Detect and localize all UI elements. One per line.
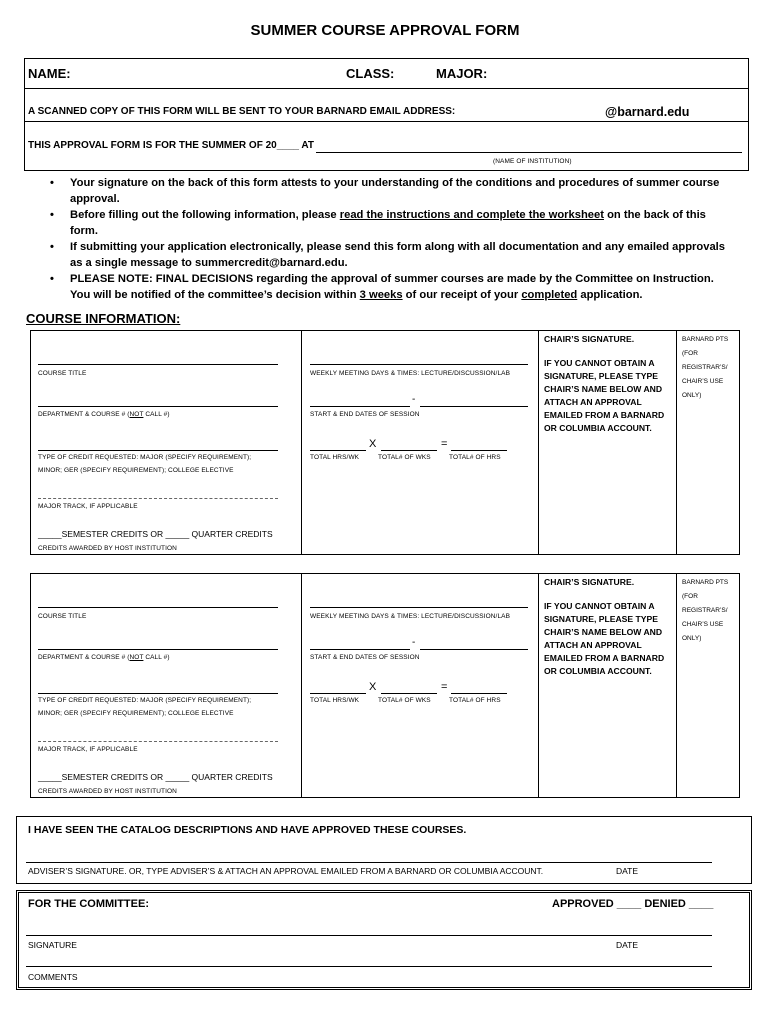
- credits-awarded-label: CREDITS AWARDED BY HOST INSTITUTION: [38, 545, 177, 552]
- major-track-label: MAJOR TRACK, IF APPLICABLE: [38, 503, 138, 510]
- credits-line[interactable]: _____SEMESTER CREDITS OR _____ QUARTER CREDITS: [38, 529, 273, 539]
- hrs-wk-field[interactable]: [310, 450, 366, 451]
- department-field[interactable]: [38, 406, 278, 407]
- committee-heading: FOR THE COMMITTEE:: [28, 898, 149, 910]
- approved-denied[interactable]: APPROVED ____ DENIED ____: [552, 898, 714, 910]
- major-track-field[interactable]: [38, 741, 278, 742]
- course-title-label: COURSE TITLE: [38, 613, 87, 620]
- credit-type-label-1: TYPE OF CREDIT REQUESTED: MAJOR (SPECIFY REQUIREMENT);: [38, 697, 252, 704]
- equals-sign: =: [441, 438, 448, 450]
- credit-type-field[interactable]: [38, 450, 278, 451]
- end-date-field[interactable]: [420, 649, 528, 650]
- credit-type-label-2: MINOR; GER (SPECIFY REQUIREMENT); COLLEGE ELECTIVE: [38, 710, 234, 717]
- equals-sign: =: [441, 681, 448, 693]
- times-sign: X: [369, 438, 377, 450]
- chair-signature-label: CHAIR’S SIGNATURE.: [544, 577, 635, 587]
- department-label: DEPARTMENT & COURSE # (NOT CALL #): [38, 411, 170, 418]
- total-wks-label: TOTAL# OF WKS: [378, 697, 431, 704]
- credit-type-label-1: TYPE OF CREDIT REQUESTED: MAJOR (SPECIFY REQUIREMENT);: [38, 454, 252, 461]
- date-dash: -: [412, 637, 416, 648]
- end-date-field[interactable]: [420, 406, 528, 407]
- weekly-meeting-field[interactable]: [310, 607, 528, 608]
- comments-field[interactable]: [26, 966, 712, 967]
- adviser-signature-caption: ADVISER’S SIGNATURE. OR, TYPE ADVISER’S & ATTACH AN APPROVAL EMAILED FROM A BARNARD OR COLUMBIA ACCOUNT.: [28, 866, 544, 876]
- wks-field[interactable]: [381, 693, 437, 694]
- class-label: CLASS:: [346, 66, 395, 81]
- total-hrs-label: TOTAL# OF HRS: [449, 454, 501, 461]
- department-label: DEPARTMENT & COURSE # (NOT CALL #): [38, 654, 170, 661]
- major-track-label: MAJOR TRACK, IF APPLICABLE: [38, 746, 138, 753]
- weekly-meeting-label: WEEKLY MEETING DAYS & TIMES: LECTURE/DISCUSSION/LAB: [310, 370, 511, 377]
- total-hrs-field[interactable]: [451, 693, 507, 694]
- form-title: SUMMER COURSE APPROVAL FORM: [250, 22, 520, 39]
- major-label: MAJOR:: [436, 66, 488, 81]
- credit-type-label-2: MINOR; GER (SPECIFY REQUIREMENT); COLLEGE ELECTIVE: [38, 467, 234, 474]
- barnard-pts-label: BARNARD PTS (FOR REGISTRAR’S/ CHAIR’S USE ONLY): [682, 579, 729, 642]
- scan-notice: A SCANNED COPY OF THIS FORM WILL BE SENT TO YOUR BARNARD EMAIL ADDRESS:: [28, 106, 456, 117]
- institution-caption: (NAME OF INSTITUTION): [493, 158, 572, 165]
- total-hrs-wk-label: TOTAL HRS/WK: [310, 697, 360, 704]
- chair-instructions: IF YOU CANNOT OBTAIN A SIGNATURE, PLEASE TYPE CHAIR’S NAME BELOW AND ATTACH AN APPROVAL EMAILED FROM A BARNARD OR COLUMBIA ACCOUNT.: [544, 358, 665, 433]
- course-title-label: COURSE TITLE: [38, 370, 87, 377]
- adviser-date-label: DATE: [616, 866, 639, 876]
- total-hrs-field[interactable]: [451, 450, 507, 451]
- start-end-label: START & END DATES OF SESSION: [310, 654, 420, 661]
- name-label: NAME:: [28, 66, 71, 81]
- wks-field[interactable]: [381, 450, 437, 451]
- course-title-field[interactable]: [38, 364, 278, 365]
- hrs-wk-field[interactable]: [310, 693, 366, 694]
- total-hrs-wk-label: TOTAL HRS/WK: [310, 454, 360, 461]
- chair-signature-label: CHAIR’S SIGNATURE.: [544, 334, 635, 344]
- course-title-field[interactable]: [38, 607, 278, 608]
- total-hrs-label: TOTAL# OF HRS: [449, 697, 501, 704]
- approval-summer-text: THIS APPROVAL FORM IS FOR THE SUMMER OF 20____ AT: [28, 140, 314, 151]
- barnard-pts-label: BARNARD PTS (FOR REGISTRAR’S/ CHAIR’S USE ONLY): [682, 336, 729, 399]
- start-date-field[interactable]: [310, 649, 410, 650]
- comments-label: COMMENTS: [28, 972, 78, 982]
- chair-instructions: IF YOU CANNOT OBTAIN A SIGNATURE, PLEASE TYPE CHAIR’S NAME BELOW AND ATTACH AN APPROVAL EMAILED FROM A BARNARD OR COLUMBIA ACCOUNT.: [544, 601, 665, 676]
- weekly-meeting-field[interactable]: [310, 364, 528, 365]
- committee-date-label: DATE: [616, 940, 639, 950]
- bullet-4: • PLEASE NOTE: FINAL DECISIONS regarding the approval of summer courses are made by the Committee on Instruction. You will be notified of the committee’s decision within 3 weeks of our receipt of your completed application.: [50, 273, 714, 301]
- course-info-heading: COURSE INFORMATION:: [26, 311, 181, 326]
- weekly-meeting-label: WEEKLY MEETING DAYS & TIMES: LECTURE/DISCUSSION/LAB: [310, 613, 511, 620]
- institution-field[interactable]: [316, 152, 742, 153]
- adviser-signature-field[interactable]: [26, 862, 712, 863]
- committee-signature-label: SIGNATURE: [28, 940, 77, 950]
- start-end-label: START & END DATES OF SESSION: [310, 411, 420, 418]
- major-track-field[interactable]: [38, 498, 278, 499]
- bullet-1: • Your signature on the back of this form attests to your understanding of the conditions and procedures of summer course approval.: [50, 177, 720, 205]
- credit-type-field[interactable]: [38, 693, 278, 694]
- bullet-2: • Before filling out the following information, please read the instructions and complete the worksheet on the back of this form.: [50, 209, 706, 237]
- bullet-3: • If submitting your application electronically, please send this form along with all documentation and any emailed approvals as a single message to summercredit@barnard.edu.: [50, 241, 726, 269]
- email-domain: @barnard.edu: [605, 105, 690, 119]
- total-wks-label: TOTAL# OF WKS: [378, 454, 431, 461]
- adviser-heading: I HAVE SEEN THE CATALOG DESCRIPTIONS AND HAVE APPROVED THESE COURSES.: [28, 824, 467, 836]
- times-sign: X: [369, 681, 377, 693]
- department-field[interactable]: [38, 649, 278, 650]
- start-date-field[interactable]: [310, 406, 410, 407]
- credits-line[interactable]: _____SEMESTER CREDITS OR _____ QUARTER CREDITS: [38, 772, 273, 782]
- committee-signature-field[interactable]: [26, 935, 712, 936]
- date-dash: -: [412, 394, 416, 405]
- credits-awarded-label: CREDITS AWARDED BY HOST INSTITUTION: [38, 788, 177, 795]
